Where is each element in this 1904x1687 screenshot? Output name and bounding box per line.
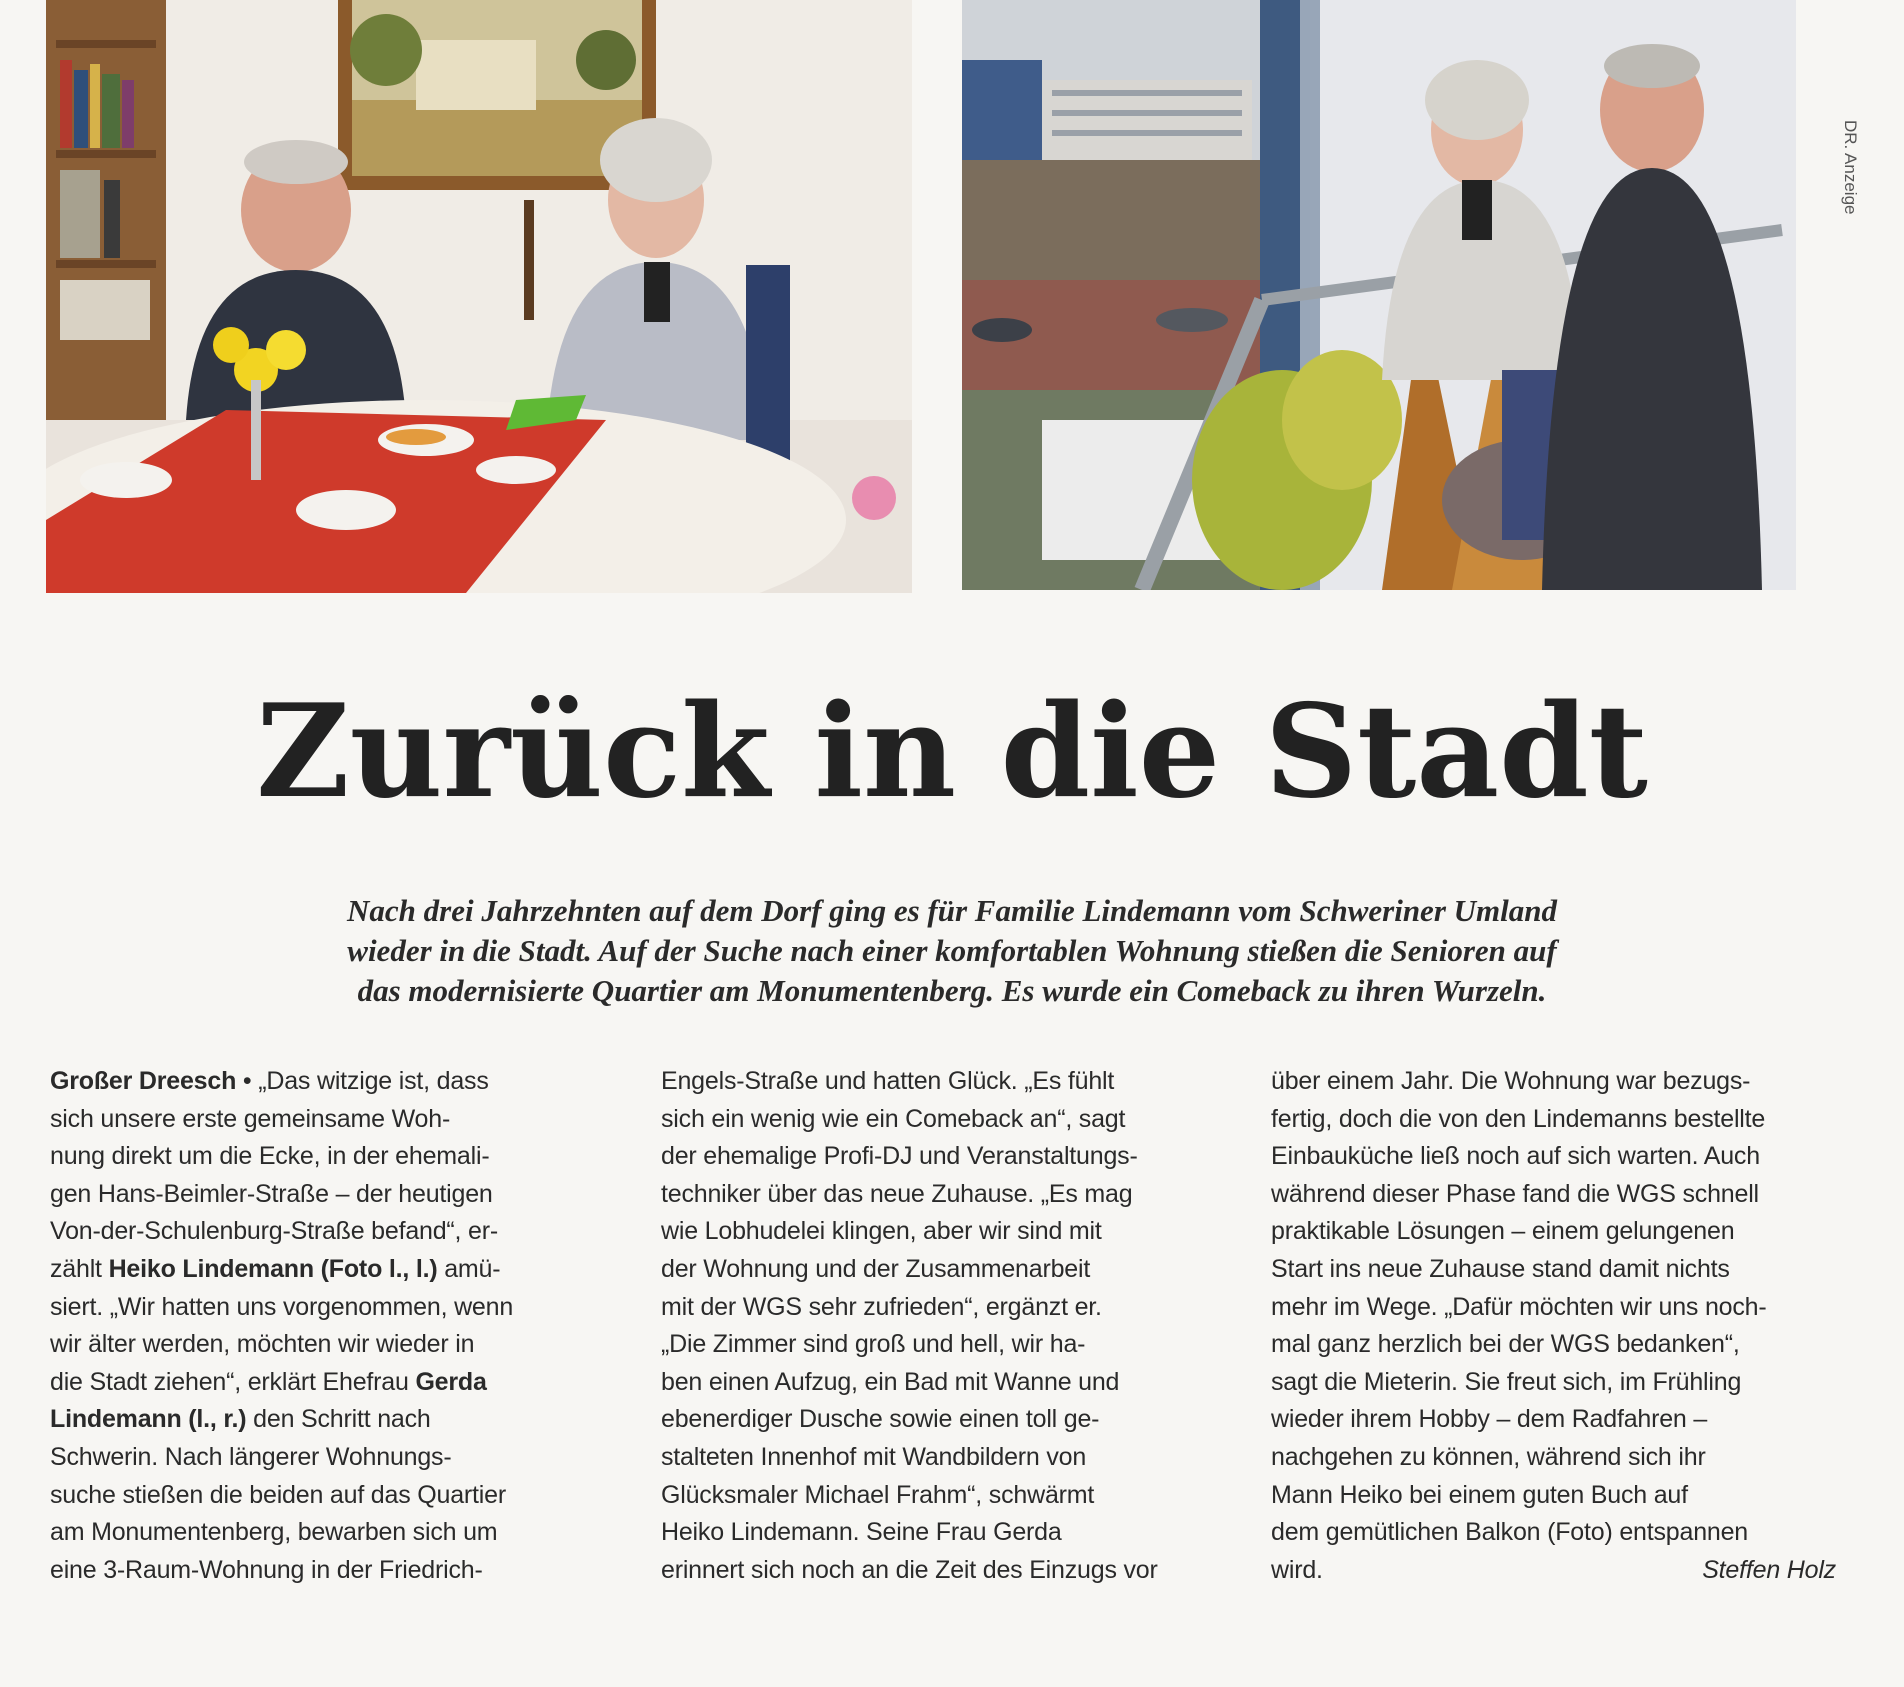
column-line: wir älter werden, möchten wir wieder in: [50, 1330, 475, 1359]
photo-couple-on-balcony-illustration: [962, 0, 1796, 590]
person-name-heiko: Heiko Lindemann (Foto l., l.): [108, 1254, 438, 1283]
column-line: mehr im Wege. „Dafür möchten wir uns noch-: [1271, 1292, 1767, 1321]
column-line: am Monumentenberg, bewarben sich um: [50, 1518, 498, 1547]
column-line: praktikable Lösungen – einem gelungenen: [1271, 1217, 1735, 1246]
lead-line: wieder in die Stadt. Auf der Suche nach einer komfortablen Wohnung stießen die Senioren auf: [347, 933, 1557, 968]
column-text: wird.: [1271, 1555, 1323, 1584]
column-line: Mann Heiko bei einem guten Buch auf: [1271, 1480, 1688, 1509]
column-line: ben einen Aufzug, ein Bad mit Wanne und: [661, 1367, 1120, 1396]
column-line: [50, 1401, 615, 1439]
column-line: stalteten Innenhof mit Wandbildern von: [661, 1442, 1087, 1471]
dateline: Großer Dreesch: [50, 1067, 237, 1095]
column-line: dem gemütlichen Balkon (Foto) entspannen: [1271, 1518, 1749, 1547]
photo-couple-at-table: [46, 0, 912, 593]
photo-couple-at-table-illustration: [46, 0, 912, 593]
dateline-bullet: •: [242, 1067, 252, 1095]
column-line: Engels-Straße und hatten Glück. „Es fühlt: [661, 1067, 1115, 1095]
person-name-gerda: Gerda: [415, 1367, 487, 1396]
column-line: nachgehen zu können, während sich ihr: [1271, 1442, 1706, 1471]
column-line: Heiko Lindemann. Seine Frau Gerda: [661, 1518, 1062, 1547]
column-line: [50, 1364, 615, 1402]
column-line: techniker über das neue Zuhause. „Es mag: [661, 1179, 1133, 1208]
column-line: der Wohnung und der Zusammenarbeit: [661, 1254, 1091, 1283]
column-line: wie Lobhudelei klingen, aber wir sind mit: [661, 1217, 1102, 1246]
column-line: sagt die Mieterin. Sie freut sich, im Frühling: [1271, 1367, 1742, 1396]
column-line: wieder ihrem Hobby – dem Radfahren –: [1271, 1405, 1708, 1434]
article-column-2: [661, 1063, 1226, 1589]
column-line: mal ganz herzlich bei der WGS bedanken“,: [1271, 1330, 1740, 1359]
lead-line: Nach drei Jahrzehnten auf dem Dorf ging es für Familie Lindemann vom Schweriner Umland: [347, 893, 1557, 928]
column-line: erinnert sich noch an die Zeit des Einzugs vor: [661, 1555, 1158, 1584]
article-column-1: [50, 1063, 615, 1589]
column-text: amü-: [437, 1254, 501, 1283]
column-line: sich ein wenig wie ein Comeback an“, sagt: [661, 1104, 1126, 1133]
article-author: Steffen Holz: [1702, 1555, 1836, 1584]
column-line: [50, 1063, 615, 1101]
column-line: der ehemalige Profi-DJ und Veranstaltungs-: [661, 1142, 1138, 1171]
photo-couple-on-balcony: [962, 0, 1796, 590]
advertisement-note: DR. Anzeige: [1841, 120, 1860, 215]
column-line: Von-der-Schulenburg-Straße befand“, er-: [50, 1217, 498, 1246]
column-line: siert. „Wir hatten uns vorgenommen, wenn: [50, 1292, 514, 1321]
article-headline: Zurück in die Stadt: [256, 677, 1648, 827]
column-line: sich unsere erste gemeinsame Woh-: [50, 1104, 451, 1133]
column-line: Schwerin. Nach längerer Wohnungs-: [50, 1442, 452, 1471]
column-line: über einem Jahr. Die Wohnung war bezugs-: [1271, 1067, 1751, 1095]
column-line: eine 3-Raum-Wohnung in der Friedrich-: [50, 1555, 483, 1584]
column-line: während dieser Phase fand die WGS schnell: [1271, 1179, 1759, 1208]
lead-line: das modernisierte Quartier am Monumentenberg. Es wurde ein Comeback zu ihren Wurzeln.: [357, 973, 1547, 1008]
column-line: Start ins neue Zuhause stand damit nichts: [1271, 1254, 1730, 1283]
column-line: gen Hans-Beimler-Straße – der heutigen: [50, 1179, 493, 1208]
column-line: suche stießen die beiden auf das Quartier: [50, 1480, 506, 1509]
column-text: die Stadt ziehen“, erklärt Ehefrau: [50, 1367, 416, 1396]
article-lead: [150, 891, 1754, 1011]
column-line: [1271, 1552, 1836, 1590]
column-text: den Schritt nach: [246, 1405, 431, 1434]
column-line: ebenerdiger Dusche sowie einen toll ge-: [661, 1405, 1100, 1434]
person-name-gerda-cont: Lindemann (l., r.): [50, 1405, 247, 1434]
column-line: „Die Zimmer sind groß und hell, wir ha-: [661, 1330, 1086, 1359]
article-column-3: [1271, 1063, 1836, 1589]
column-line: fertig, doch die von den Lindemanns bestellte: [1271, 1104, 1766, 1133]
column-text: zählt: [50, 1254, 109, 1283]
column-line: [50, 1251, 615, 1289]
column-line: Einbauküche ließ noch auf sich warten. Auch: [1271, 1142, 1760, 1171]
column-line: mit der WGS sehr zufrieden“, ergänzt er.: [661, 1292, 1102, 1321]
column-line: nung direkt um die Ecke, in der ehemali-: [50, 1142, 490, 1171]
column-text: „Das witzige ist, dass: [251, 1067, 489, 1095]
column-line: Glücksmaler Michael Frahm“, schwärmt: [661, 1480, 1095, 1509]
